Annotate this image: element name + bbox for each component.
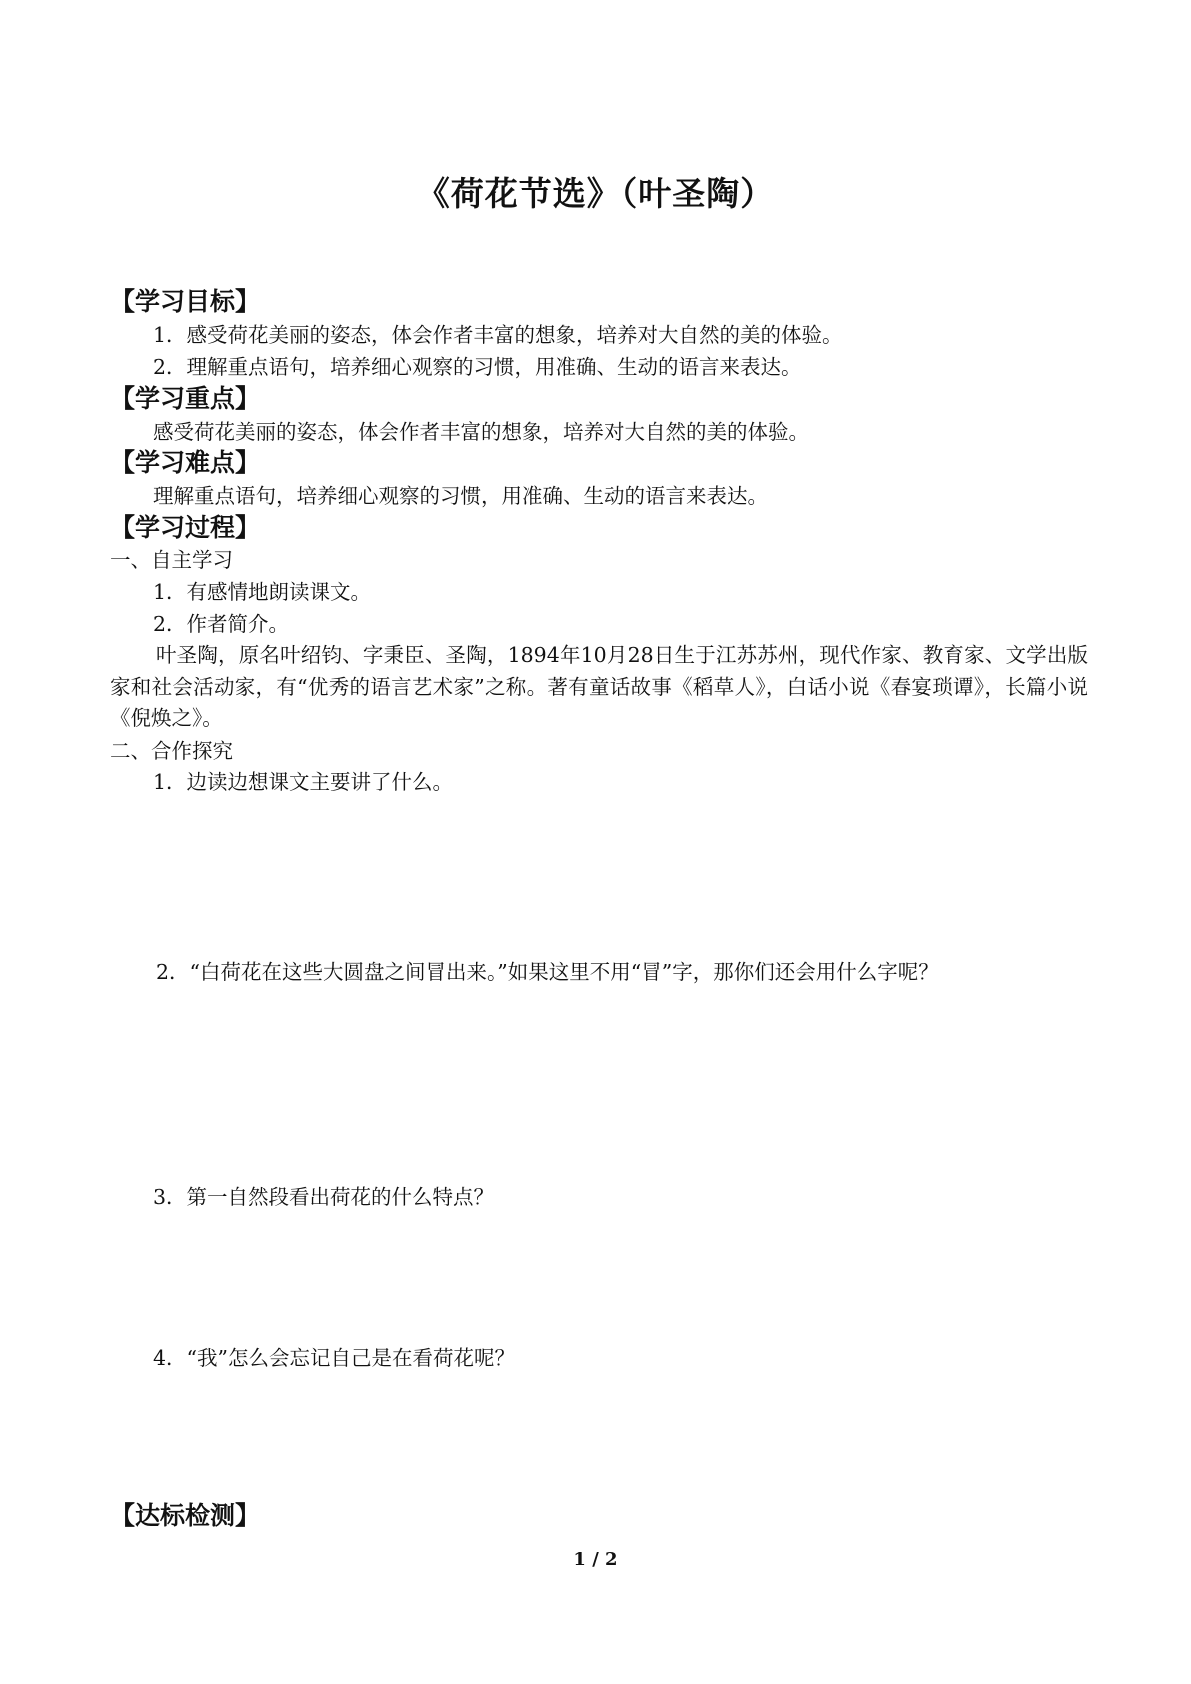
question-4: 4．“我”怎么会忘记自己是在看荷花呢？: [153, 1346, 516, 1370]
heading-assessment: 【达标检测】: [110, 1501, 261, 1530]
heading-key-points: 【学习重点】: [110, 384, 261, 413]
heading-difficulties: 【学习难点】: [110, 448, 261, 477]
section-cooperative-study: 二、合作探究: [110, 739, 233, 763]
difficulties-text: 理解重点语句，培养细心观察的习惯，用准确、生动的语言来表达。: [153, 484, 768, 508]
objective-item-2: 2．理解重点语句，培养细心观察的习惯，用准确、生动的语言来表达。: [153, 355, 802, 379]
self-study-item-1: 1．有感情地朗读课文。: [153, 580, 372, 604]
key-points-text: 感受荷花美丽的姿态，体会作者丰富的想象，培养对大自然的美的体验。: [153, 420, 809, 444]
question-3: 3．第一自然段看出荷花的什么特点？: [153, 1185, 495, 1209]
self-study-item-2: 2．作者简介。: [153, 612, 290, 636]
document-title: 《荷花节选》（叶圣陶）: [416, 174, 775, 213]
section-self-study: 一、自主学习: [110, 548, 233, 572]
heading-process: 【学习过程】: [110, 513, 261, 542]
page-number: 1 / 2: [573, 1549, 618, 1570]
objective-item-1: 1．感受荷花美丽的姿态，体会作者丰富的想象，培养对大自然的美的体验。: [153, 323, 843, 347]
heading-objectives: 【学习目标】: [110, 287, 261, 316]
question-1: 1．边读边想课文主要讲了什么。: [153, 770, 454, 794]
author-bio-paragraph: 叶圣陶，原名叶绍钧、字秉臣、圣陶，1894年10月28日生于江苏苏州，现代作家、教育家、文学出版家和社会活动家，有“优秀的语言艺术家”之称。著有童话故事《稻草人》，白话小说《春宴琐谭》，长篇小说《倪焕之》。: [110, 643, 1088, 730]
question-2: 2．“白荷花在这些大圆盘之间冒出来。”如果这里不用“冒”字，那你们还会用什么字呢？: [156, 960, 939, 984]
